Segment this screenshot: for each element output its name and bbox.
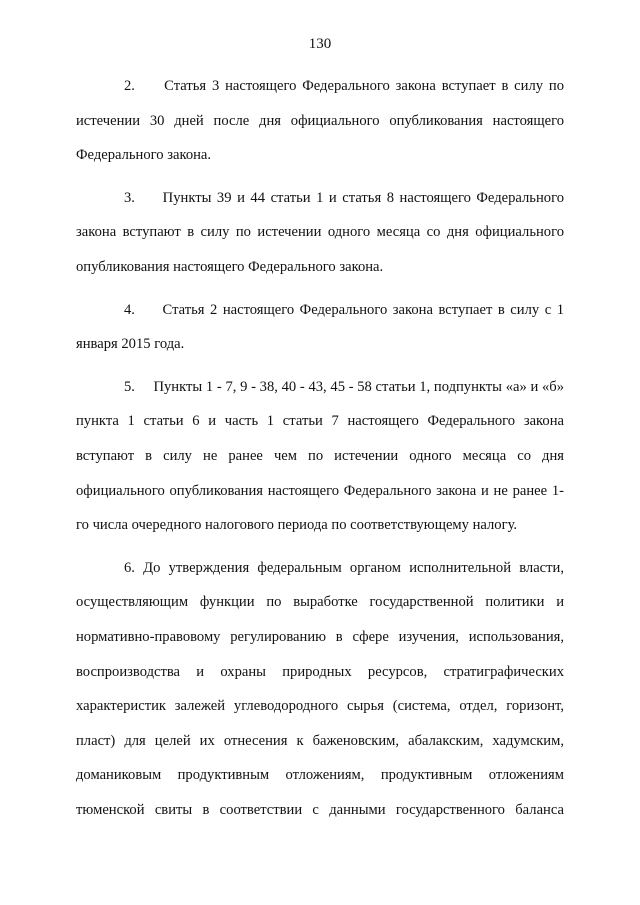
page-number: 130: [308, 36, 332, 52]
paragraph-item-5: 5. Пункты 1 - 7, 9 - 38, 40 - 43, 45 - 58 статьи 1, подпункты «а» и «б» пункта 1 статьи 6 и часть 1 статьи 7 настоящего Федерального закона вступают в силу не ранее чем по истечении одного месяца со дня официального опубликования настоящего Федерального закона и не ранее 1-го числа очередного налогового периода по соответствующему налогу.: [76, 378, 564, 534]
paragraph-item-4: 4. Статья 2 настоящего Федерального закона вступает в силу с 1 января 2015 года.: [76, 301, 564, 353]
paragraph-item-6: 6. До утверждения федеральным органом исполнительной власти, осуществляющим функции по выработке государственной политики и нормативно-правовому регулированию в сфере изучения, использования, воспроизводства и охраны природных ресурсов, стратиграфических характеристик залежей углеводородного сырья (система, отдел, горизонт, пласт) для целей их отнесения к баженовским, абалакским, хадумским, доманиковым продуктивным отложениям, продуктивным отложениям тюменской свиты в соответствии с данными государственного баланса: [76, 559, 564, 818]
document-body: [76, 69, 564, 827]
paragraph-item-2: 2. Статья 3 настоящего Федерального закона вступает в силу по истечении 30 дней после дня официального опубликования настоящего Федерального закона.: [76, 78, 564, 164]
paragraph-item-3: 3. Пункты 39 и 44 статьи 1 и статья 8 настоящего Федерального закона вступают в силу по истечении одного месяца со дня официального опубликования настоящего Федерального закона.: [76, 189, 564, 275]
